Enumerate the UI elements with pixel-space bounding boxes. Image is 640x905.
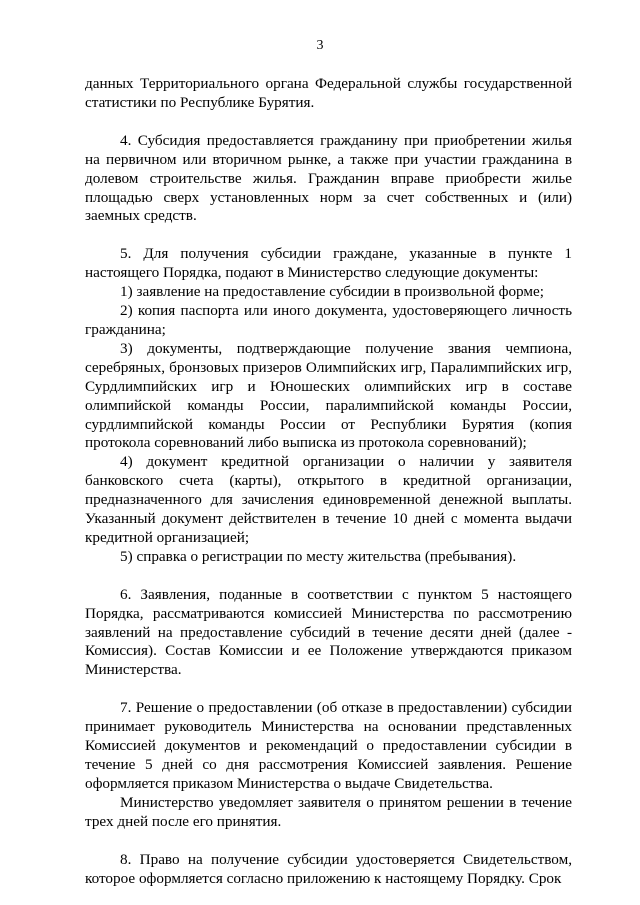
paragraph: 2) копия паспорта или иного документа, удостоверяющего личность гражданина; — [85, 302, 572, 338]
paragraph: 5) справка о регистрации по месту жительства (пребывания). — [120, 547, 517, 565]
paragraph: 4) документ кредитной организации о наличии у заявителя банковского счета (карты), открытого в кредитной организации, предназначенного для зачисления единовременной денежной выплаты. Указанный документ действителен в течение 10 дней с момента выдачи кредитной организацией; — [85, 453, 572, 546]
page-number: 3 — [316, 38, 324, 53]
paragraph: 6. Заявления, поданные в соответствии с пунктом 5 настоящего Порядка, рассматриваются комиссией Министерства по рассмотрению заявлений на предоставление субсидий в течение десяти дней (далее - Комиссия). Состав Комиссии и ее Положение утверждаются приказом Министерства. — [85, 585, 572, 679]
paragraph: Министерство уведомляет заявителя о принятом решении в течение трех дней после его принятия. — [85, 793, 572, 830]
paragraph: 7. Решение о предоставлении (об отказе в предоставлении) субсидии принимает руководитель Министерства на основании представленных Комиссией документов и рекомендаций о предоставлении субсидии в течение 5 дней со дня рассмотрения Комиссией заявления. Решение оформляется приказом Министерства о выдаче Свидетельства. — [85, 699, 572, 792]
paragraph: 3) документы, подтверждающие получение звания чемпиона, серебряных, бронзовых призеров Олимпийских игр, Паралимпийских игр, Сурдлимпийских игр и Юношеских олимпийских игр в составе олимпийской команды России, паралимпийской команды России, сурдлимпийской команды России от Республики Бурятия (копия протокола соревнований либо выписка из протокола соревнований); — [85, 339, 572, 452]
paragraph: 8. Право на получение субсидии удостоверяется Свидетельством, которое оформляется согласно приложению к настоящему Порядку. Срок — [85, 850, 572, 887]
paragraph: 4. Субсидия предоставляется гражданину при приобретении жилья на первичном или вторичном рынке, а также при участии гражданина в долевом строительстве жилья. Гражданин вправе приобрести жилье площадью сверх установленных норм за счет собственных и (или) заемных средств. — [85, 131, 572, 225]
paragraph: данных Территориального органа Федеральной службы государственной статистики по Республике Бурятия. — [85, 75, 572, 111]
paragraph: 5. Для получения субсидии граждане, указанные в пункте 1 настоящего Порядка, подают в Министерство следующие документы: — [85, 245, 572, 282]
paragraph: 1) заявление на предоставление субсидии в произвольной форме; — [120, 283, 544, 301]
document-body — [85, 75, 572, 888]
